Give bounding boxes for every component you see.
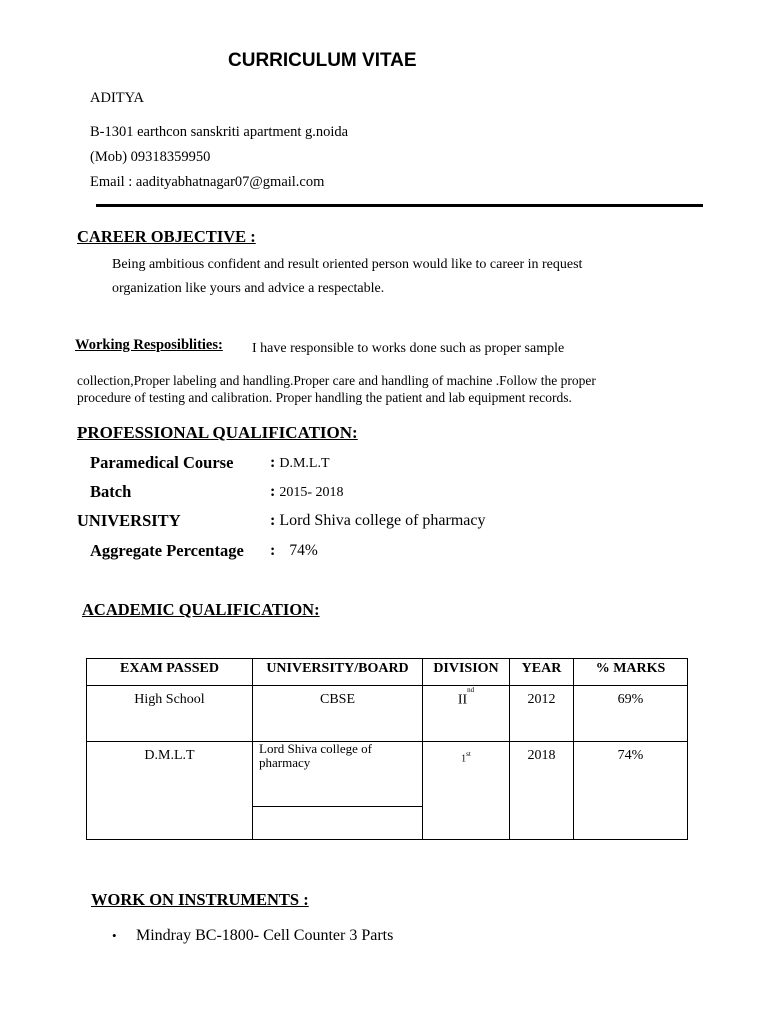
table-row	[87, 742, 688, 840]
column-header: DIVISION	[423, 659, 510, 686]
qualification-label: Paramedical Course	[90, 453, 234, 472]
cell-marks: 69%	[574, 686, 688, 742]
qualification-value: 74%	[289, 542, 318, 559]
cell-board	[253, 742, 423, 840]
working-line: collection,Proper labeling and handling.Proper care and handling of machine .Follow the proper	[77, 373, 596, 388]
address: B-1301 earthcon sanskriti apartment g.noida	[90, 124, 349, 140]
qualification-label: Aggregate Percentage	[90, 541, 244, 560]
qualification-colon: :	[270, 512, 276, 529]
header-divider	[96, 204, 703, 207]
division-value: 1	[461, 753, 467, 765]
cell-division	[423, 686, 510, 742]
qualification-label: UNIVERSITY	[77, 511, 181, 530]
table-header-row	[87, 659, 688, 686]
cell-division	[423, 742, 510, 840]
bullet-icon: •	[112, 928, 117, 943]
working-line: procedure of testing and calibration. Proper handling the patient and lab equipment records.	[77, 390, 572, 405]
qualification-label: Batch	[90, 482, 132, 501]
working-text	[77, 372, 596, 406]
cell-exam: High School	[87, 686, 253, 742]
candidate-name: ADITYA	[90, 90, 144, 106]
column-header: UNIVERSITY/BOARD	[253, 659, 423, 686]
career-objective-line: Being ambitious confident and result oriented person would like to career in request	[112, 257, 583, 272]
division-suffix: nd	[467, 686, 475, 694]
cell-marks: 74%	[574, 742, 688, 840]
qualification-value-row	[270, 454, 330, 472]
qualification-value: D.M.L.T	[279, 456, 330, 471]
academic-table	[86, 658, 688, 840]
cell-board: CBSE	[253, 686, 423, 742]
cell-year: 2012	[510, 686, 574, 742]
career-objective-text	[112, 253, 582, 301]
page-title: CURRICULUM VITAE	[228, 50, 417, 71]
qualification-value-row	[270, 512, 485, 530]
email: Email : aadityabhatnagar07@gmail.com	[90, 174, 325, 190]
qualification-colon: :	[270, 542, 276, 559]
qualification-value-row	[270, 483, 344, 501]
qualification-value-row	[270, 542, 318, 560]
division-suffix: st	[466, 750, 471, 758]
table-row	[87, 686, 688, 742]
column-header: % MARKS	[574, 659, 688, 686]
board-subcell	[253, 806, 422, 837]
qualification-value: 2015- 2018	[279, 485, 344, 500]
instruments-heading: WORK ON INSTRUMENTS :	[91, 890, 309, 909]
list-item: Mindray BC-1800- Cell Counter 3 Parts	[136, 927, 394, 944]
qualification-colon: :	[270, 483, 276, 500]
mobile: (Mob) 09318359950	[90, 149, 211, 165]
cell-year: 2018	[510, 742, 574, 840]
academic-heading: ACADEMIC QUALIFICATION:	[82, 600, 320, 619]
cell-exam: D.M.L.T	[87, 742, 253, 840]
career-objective-line: organization like yours and advice a respectable.	[112, 281, 385, 296]
board-text: Lord Shiva college of pharmacy	[259, 741, 372, 770]
qualification-colon: :	[270, 454, 276, 471]
working-heading: Working Resposiblities:	[75, 337, 223, 353]
career-objective-heading: CAREER OBJECTIVE :	[77, 227, 256, 246]
working-line: I have responsible to works done such as proper sample	[252, 341, 565, 356]
column-header: EXAM PASSED	[87, 659, 253, 686]
professional-heading: PROFESSIONAL QUALIFICATION:	[77, 423, 358, 442]
division-value: II	[457, 692, 468, 708]
column-header: YEAR	[510, 659, 574, 686]
qualification-value: Lord Shiva college of pharmacy	[279, 512, 486, 529]
